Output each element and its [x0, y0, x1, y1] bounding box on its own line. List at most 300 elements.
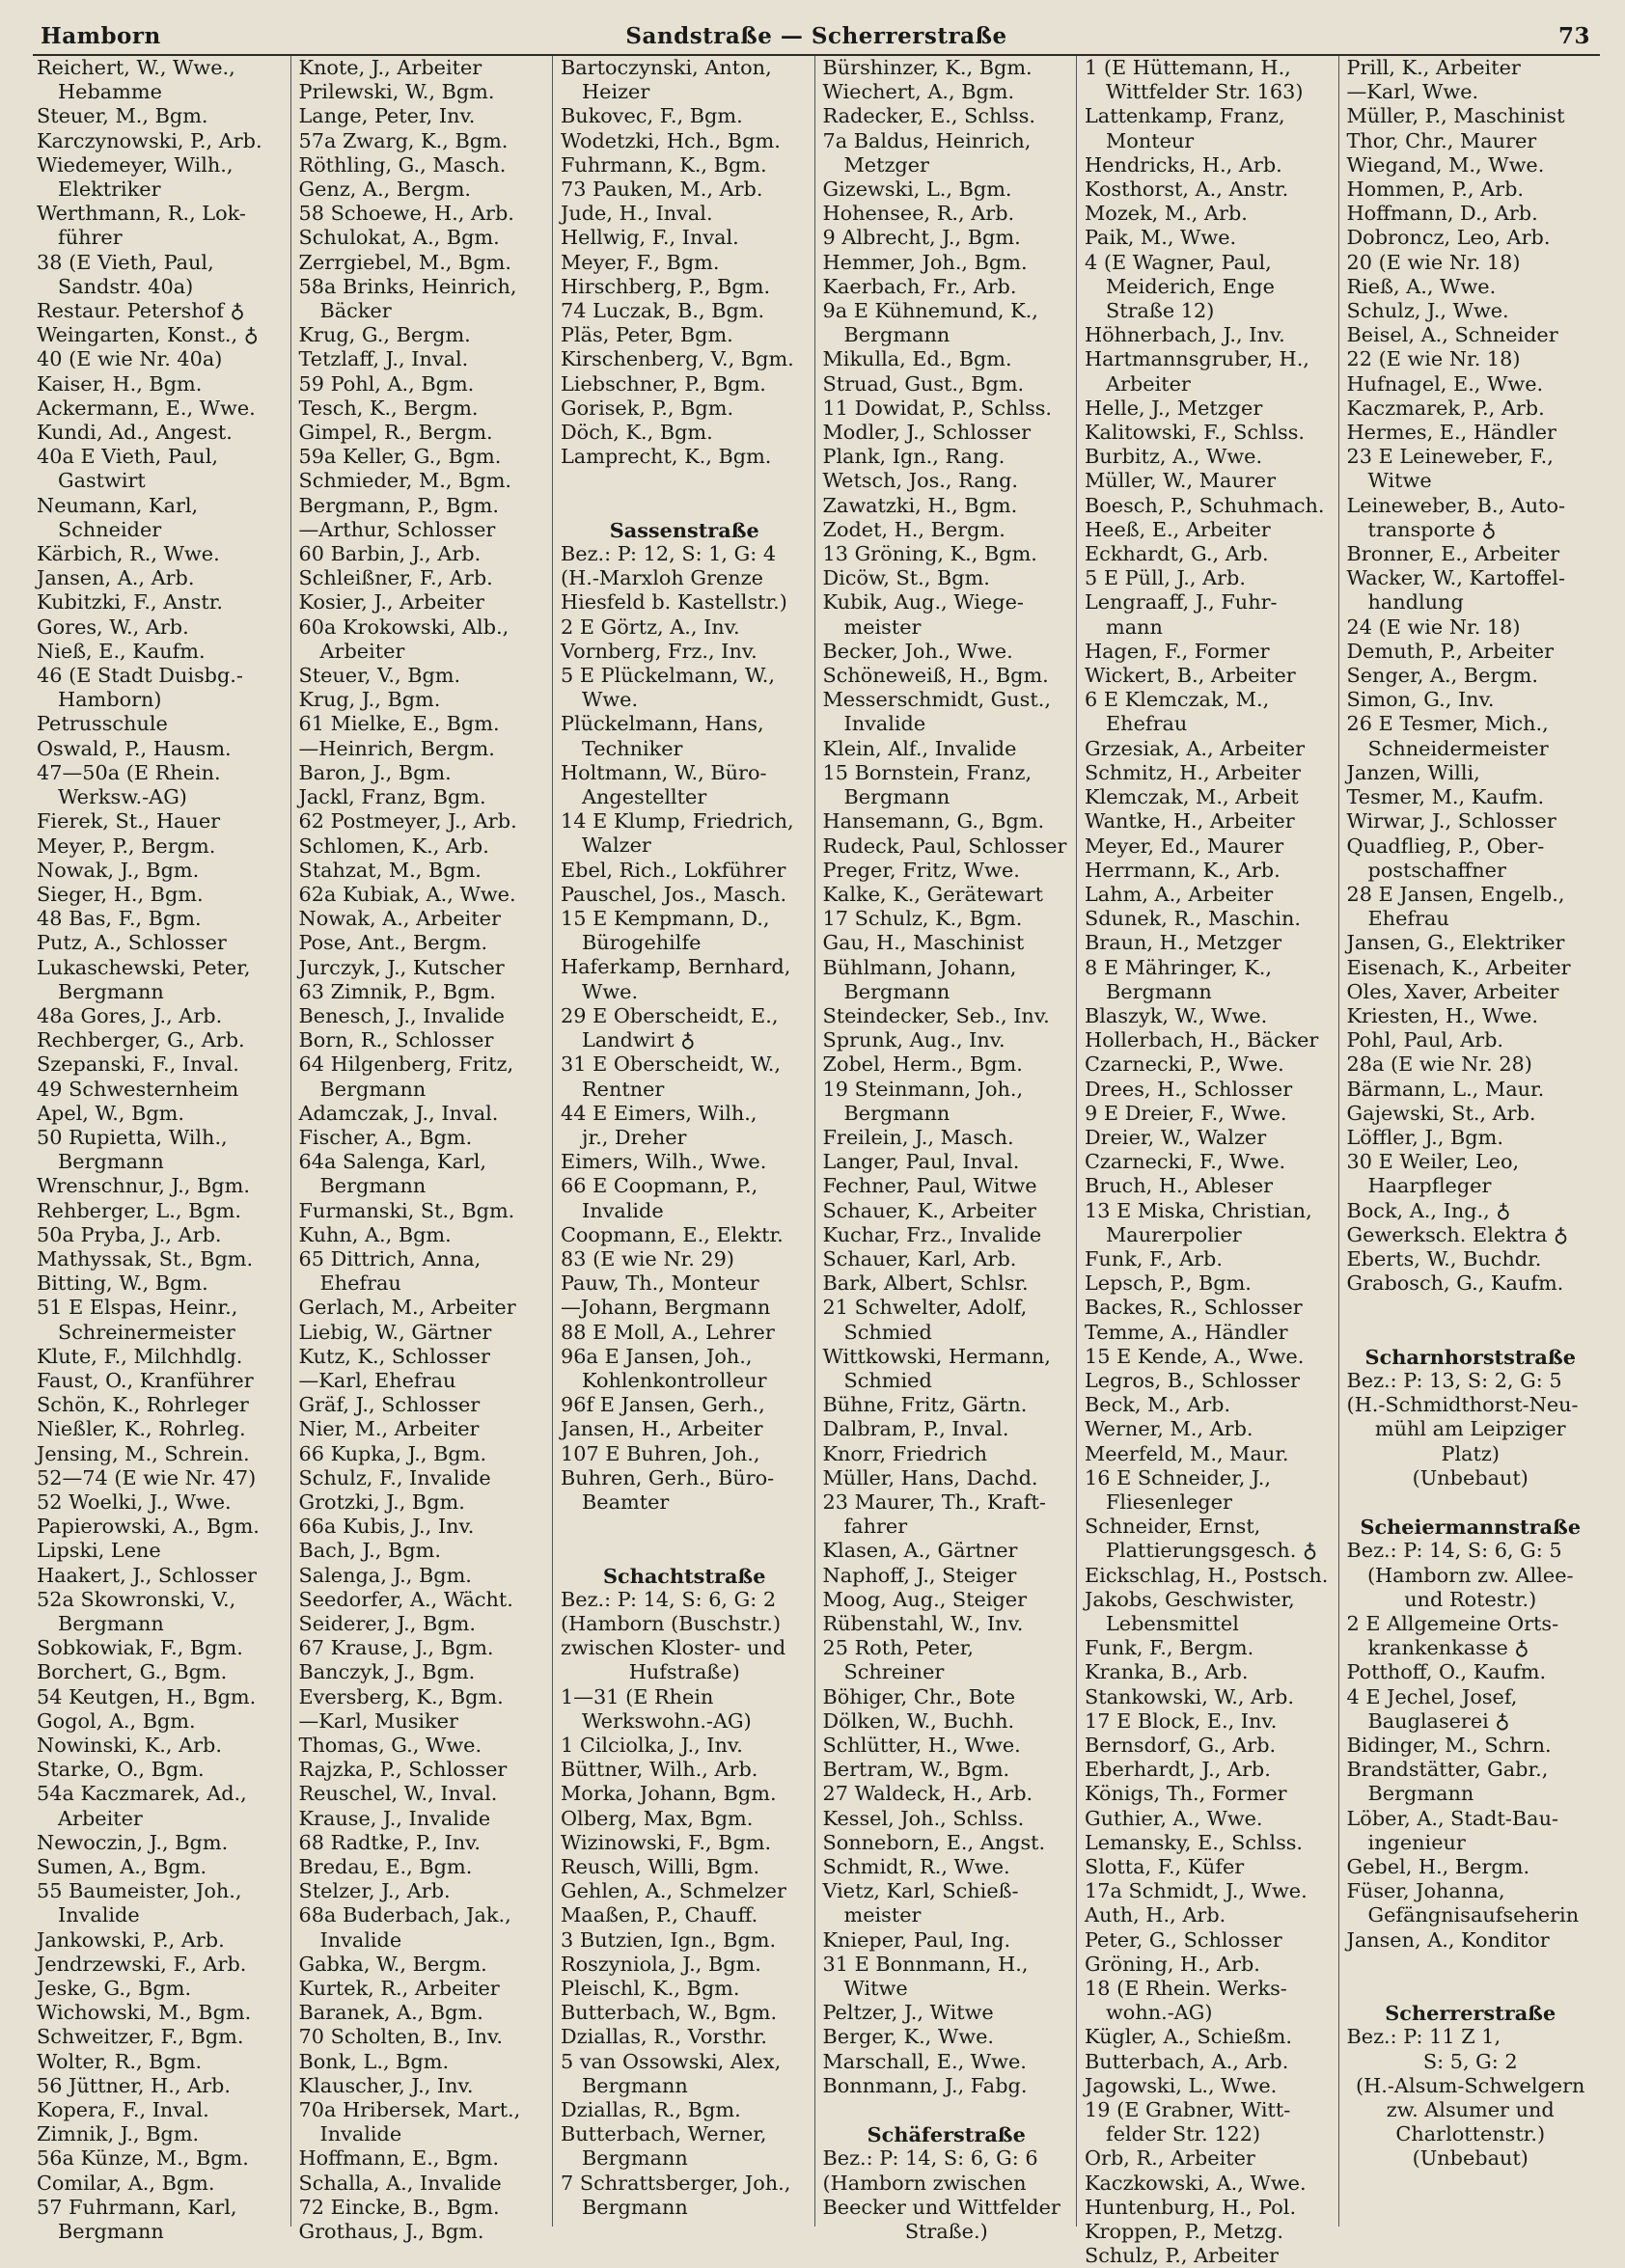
- entry-line: Oswald, P., Hausm.: [37, 736, 232, 760]
- entry-line: 52—74 (E wie Nr. 47): [37, 1465, 257, 1489]
- entry-line: Schmied: [843, 1368, 932, 1392]
- entry-line: Kutz, K., Schlosser: [298, 1344, 490, 1368]
- entry-line: Bez.: P: 13, S: 2, G: 5: [1346, 1368, 1562, 1392]
- entry-line: Hagen, F., Former: [1085, 639, 1270, 663]
- entry-line: Demuth, P., Arbeiter: [1346, 639, 1555, 663]
- entry-line: 24 (E wie Nr. 18): [1346, 615, 1521, 639]
- entry-line: Bredau, E., Bgm.: [298, 1855, 473, 1879]
- entry-line: mühl am Leipziger: [1374, 1417, 1566, 1441]
- entry-line: Schulz, P., Arbeiter: [1085, 2244, 1279, 2268]
- entry-line: Dziallas, R., Bgm.: [561, 2098, 741, 2121]
- entry-line: Jakobs, Geschwister,: [1085, 1587, 1295, 1611]
- entry-line: Rechberger, G., Arb.: [37, 1028, 245, 1052]
- entry-line: (H.-Marxloh Grenze: [561, 566, 763, 590]
- entry-line: Invalide: [582, 1198, 664, 1222]
- entry-line: Lebensmittel: [1106, 1612, 1239, 1635]
- entry-line: 9a E Kühnemund, K.,: [822, 299, 1038, 323]
- entry-line: 62a Kubiak, A., Wwe.: [298, 882, 516, 906]
- entry-line: Kroppen, P., Metzg.: [1085, 2220, 1283, 2244]
- entry-line: (Hamborn zwischen: [822, 2171, 1027, 2195]
- entry-line: Stelzer, J., Arb.: [298, 1879, 451, 1903]
- entry-line: Jackl, Franz, Bgm.: [298, 785, 486, 809]
- entry-line: Bergmann, P., Bgm.: [298, 493, 500, 517]
- entry-line: Lange, Peter, Inv.: [298, 104, 476, 128]
- entry-line: Funk, F., Bergm.: [1085, 1636, 1254, 1660]
- entry-line: Eberts, W., Buchdr.: [1346, 1246, 1542, 1271]
- entry-line: Wacker, W., Kartoffel-: [1346, 566, 1565, 590]
- page-header: [33, 21, 1600, 56]
- entry-line: 9 E Dreier, F., Wwe.: [1085, 1101, 1287, 1125]
- entry-line: Arbeiter: [1106, 371, 1191, 396]
- entry-line: 15 E Kende, A., Wwe.: [1085, 1344, 1305, 1368]
- entry-line: Gabka, W., Bergm.: [298, 1952, 487, 1976]
- entry-line: Hendricks, H., Arb.: [1085, 152, 1282, 177]
- entry-line: Krug, J., Bgm.: [298, 688, 441, 712]
- entry-line: Starke, O., Bgm.: [37, 1758, 205, 1782]
- entry-line: 62 Postmeyer, J., Arb.: [298, 809, 517, 833]
- entry-line: 65 Dittrich, Anna,: [298, 1246, 482, 1271]
- entry-line: Radecker, E., Schlss.: [822, 104, 1035, 128]
- entry-line: Gogol, A., Bgm.: [37, 1708, 196, 1733]
- entry-line: Beck, M., Arb.: [1085, 1393, 1231, 1417]
- entry-line: Füser, Johanna,: [1346, 1879, 1505, 1903]
- entry-line: 88 E Moll, A., Lehrer: [561, 1320, 775, 1344]
- entry-line: Schneider: [58, 517, 162, 541]
- entry-line: Seiderer, J., Bgm.: [298, 1612, 476, 1635]
- entry-line: Bäcker: [319, 299, 392, 323]
- entry-line: Jansen, A., Konditor: [1346, 1927, 1550, 1952]
- entry-line: Kubik, Aug., Wiege-: [822, 590, 1024, 615]
- entry-line: Wrenschnur, J., Bgm.: [37, 1174, 250, 1198]
- entry-line: Herrmann, K., Arb.: [1085, 858, 1281, 882]
- entry-line: krankenkasse ♁: [1367, 1636, 1529, 1660]
- entry-line: Nieß, E., Kaufm.: [37, 639, 206, 663]
- entry-line: Beecker und Wittfelder: [822, 2195, 1060, 2219]
- entry-line: Berger, K., Wwe.: [822, 2025, 994, 2049]
- entry-line: Auth, H., Arb.: [1085, 1903, 1226, 1927]
- entry-line: Apel, W., Bgm.: [37, 1101, 185, 1125]
- entry-line: Rieß, A., Wwe.: [1346, 274, 1497, 298]
- entry-line: mann: [1106, 615, 1163, 639]
- entry-line: Arbeiter: [319, 639, 405, 663]
- entry-line: Gajewski, St., Arb.: [1346, 1101, 1536, 1125]
- column-3: [552, 56, 814, 2227]
- entry-line: 18 (E Rhein. Werks-: [1085, 1977, 1287, 2001]
- entry-line: Sumen, A., Bgm.: [37, 1855, 207, 1879]
- entry-line: (Unbebaut): [1412, 1465, 1529, 1489]
- street-heading: Scheiermannstraße: [1360, 1515, 1582, 1540]
- entry-line: 28 E Jansen, Engelb.,: [1346, 882, 1565, 906]
- header-district: Hamborn: [41, 23, 161, 49]
- entry-line: Kügler, A., Schießm.: [1085, 2025, 1292, 2049]
- entry-line: Hoffmann, E., Bgm.: [298, 2146, 500, 2171]
- entry-line: (Hamborn (Buschstr.): [561, 1611, 782, 1635]
- entry-line: Wolter, R., Bgm.: [37, 2049, 203, 2073]
- entry-line: Bartoczynski, Anton,: [561, 56, 772, 79]
- entry-line: Orb, R., Arbeiter: [1085, 2146, 1255, 2171]
- entry-line: Huntenburg, H., Pol.: [1085, 2195, 1297, 2219]
- entry-line: Wichowski, M., Bgm.: [37, 2001, 252, 2025]
- entry-line: Gau, H., Maschinist: [822, 931, 1025, 955]
- entry-line: Lipski, Lene: [37, 1539, 161, 1563]
- spacer: [1347, 1321, 1595, 1345]
- entry-line: Liebschner, P., Bgm.: [561, 371, 766, 396]
- entry-line: Büttner, Wilh., Arb.: [561, 1758, 758, 1782]
- entry-line: meister: [843, 615, 922, 639]
- entry-line: Meiderich, Enge: [1106, 274, 1275, 298]
- entry-line: Bauglaserei ♁: [1367, 1708, 1510, 1733]
- page-number: 73: [1557, 23, 1590, 49]
- entry-line: Rübenstahl, W., Inv.: [822, 1612, 1024, 1635]
- entry-line: Schreinermeister: [58, 1320, 235, 1344]
- entry-line: Kundi, Ad., Angest.: [37, 421, 233, 445]
- entry-line: Krug, G., Bergm.: [298, 323, 471, 347]
- entry-line: Schweitzer, F., Bgm.: [37, 2025, 244, 2049]
- entry-line: 52 Woelki, J., Wwe.: [37, 1489, 232, 1514]
- entry-line: Schulokat, A., Bgm.: [298, 226, 500, 250]
- entry-line: Kaerbach, Fr., Arb.: [822, 274, 1017, 298]
- entry-line: Klein, Alf., Invalide: [822, 736, 1017, 760]
- entry-line: Werthmann, R., Lok-: [37, 202, 246, 226]
- entry-line: 63 Zimnik, P., Bgm.: [298, 979, 496, 1003]
- entry-line: Zobel, Herm., Bgm.: [822, 1052, 1023, 1077]
- entry-line: Rajzka, P., Schlosser: [298, 1758, 508, 1782]
- entry-line: Banczyk, J., Bgm.: [298, 1660, 476, 1684]
- street-heading: Scharnhorststraße: [1364, 1344, 1576, 1369]
- entry-line: Legros, B., Schlosser: [1085, 1368, 1300, 1392]
- entry-line: Bonnmann, J., Fabg.: [822, 2073, 1028, 2097]
- entry-line: Grabosch, G., Kaufm.: [1346, 1271, 1564, 1296]
- entry-line: 96a E Jansen, Joh.,: [561, 1344, 753, 1368]
- entry-line: Eisenach, K., Arbeiter: [1346, 955, 1571, 979]
- spacer: [1347, 1977, 1595, 2001]
- entry-line: Kirschenberg, V., Bgm.: [561, 347, 794, 371]
- entry-line: 6 E Klemczak, M.,: [1085, 688, 1270, 712]
- entry-line: Straße 12): [1106, 299, 1215, 323]
- entry-line: Jeske, G., Bgm.: [37, 1977, 192, 2001]
- entry-line: Bergmann: [1367, 1782, 1474, 1806]
- entry-line: Nowak, J., Bgm.: [37, 858, 200, 882]
- entry-line: —Karl, Musiker: [298, 1708, 458, 1733]
- entry-line: 66 E Coopmann, P.,: [561, 1174, 758, 1198]
- entry-line: Fechner, Paul, Witwe: [822, 1174, 1037, 1198]
- entry-line: 40a E Vieth, Paul,: [37, 445, 218, 469]
- entry-line: Schlütter, H., Wwe.: [822, 1734, 1021, 1758]
- entry-line: Müller, P., Maschinist: [1346, 104, 1565, 128]
- entry-line: Liebig, W., Gärtner: [298, 1320, 492, 1344]
- entry-line: 21 Schwelter, Adolf,: [822, 1296, 1028, 1320]
- entry-line: Bergmann: [843, 1101, 950, 1125]
- entry-line: Pohl, Paul, Arb.: [1346, 1028, 1504, 1052]
- entry-line: Eberhardt, J., Arb.: [1085, 1758, 1271, 1782]
- entry-line: Reuschel, W., Inval.: [298, 1782, 498, 1806]
- entry-line: Guthier, A., Wwe.: [1085, 1806, 1263, 1830]
- entry-line: Slotta, F., Küfer: [1085, 1855, 1245, 1879]
- entry-line: Wetsch, Jos., Rang.: [822, 469, 1018, 493]
- entry-line: Czarnecki, F., Wwe.: [1085, 1150, 1286, 1174]
- entry-line: Bock, A., Ing., ♁: [1346, 1198, 1511, 1222]
- entry-line: Knorr, Friedrich: [822, 1441, 988, 1465]
- entry-line: Ackermann, E., Wwe.: [37, 396, 256, 420]
- entry-line: Pauschel, Jos., Masch.: [561, 882, 787, 906]
- entry-line: 1—31 (E Rhein: [561, 1684, 714, 1708]
- entry-line: Meyer, F., Bgm.: [561, 250, 720, 274]
- entry-line: Bidinger, M., Schrn.: [1346, 1733, 1552, 1757]
- entry-line: Szepanski, F., Inval.: [37, 1052, 239, 1077]
- entry-line: Gröning, H., Arb.: [1085, 1952, 1260, 1976]
- entry-line: 68 Radtke, P., Inv.: [298, 1830, 482, 1854]
- entry-line: Messerschmidt, Gust.,: [822, 688, 1051, 712]
- spacer: [1347, 1953, 1595, 1977]
- entry-line: Funk, F., Arb.: [1085, 1246, 1223, 1271]
- entry-line: Kalke, K., Gerätewart: [822, 882, 1044, 906]
- entry-line: Rudeck, Paul, Schlosser: [822, 833, 1067, 858]
- entry-line: Döch, K., Bgm.: [561, 421, 713, 445]
- entry-line: Klemczak, M., Arbeit: [1085, 785, 1299, 809]
- entry-line: Bergmann: [58, 1150, 164, 1174]
- entry-line: Simon, G., Inv.: [1346, 688, 1495, 712]
- street-heading: Scherrerstraße: [1385, 2001, 1556, 2026]
- entry-line: Dobroncz, Leo, Arb.: [1346, 226, 1551, 250]
- entry-line: Ehefrau: [1367, 907, 1449, 931]
- entry-line: Grotzki, J., Bgm.: [298, 1489, 465, 1514]
- entry-line: Kranka, B., Arb.: [1085, 1660, 1249, 1684]
- entry-line: 66a Kubis, J., Inv.: [298, 1515, 475, 1539]
- entry-line: 13 E Miska, Christian,: [1085, 1198, 1312, 1222]
- entry-line: Grothaus, J., Bgm.: [298, 2220, 484, 2244]
- entry-line: Meyer, Ed., Maurer: [1085, 833, 1284, 858]
- entry-line: 22 (E wie Nr. 18): [1346, 347, 1521, 371]
- entry-line: Krause, J., Invalide: [298, 1806, 491, 1830]
- entry-line: 5 E Püll, J., Arb.: [1085, 566, 1246, 590]
- entry-line: Bonk, L., Bgm.: [298, 2049, 450, 2073]
- entry-line: Bergmann: [843, 979, 950, 1003]
- entry-line: 8 E Mähringer, K.,: [1085, 955, 1272, 979]
- entry-line: Seedorfer, A., Wächt.: [298, 1587, 513, 1611]
- entry-line: 31 E Bonnmann, H.,: [822, 1952, 1029, 1976]
- entry-line: transporte ♁: [1367, 517, 1497, 541]
- entry-line: Invalide: [58, 1903, 140, 1927]
- entry-line: Schlomen, K., Arb.: [298, 833, 489, 858]
- entry-line: —Karl, Ehefrau: [298, 1368, 456, 1392]
- entry-line: Maurerpolier: [1106, 1222, 1242, 1246]
- entry-line: Wittkowski, Hermann,: [822, 1344, 1051, 1368]
- entry-line: Steindecker, Seb., Inv.: [822, 1003, 1050, 1027]
- entry-line: Hollerbach, H., Bäcker: [1085, 1028, 1319, 1052]
- entry-line: meister: [843, 1903, 922, 1927]
- entry-line: Schmidt, R., Wwe.: [822, 1855, 1010, 1879]
- entry-line: Hamborn): [58, 688, 162, 712]
- entry-line: Temme, A., Händler: [1085, 1320, 1288, 1344]
- entry-line: 54a Kaczmarek, Ad.,: [37, 1782, 247, 1806]
- entry-line: Böhiger, Chr., Bote: [822, 1684, 1016, 1708]
- entry-line: Paik, M., Wwe.: [1085, 226, 1237, 250]
- entry-line: Schmied: [843, 1320, 932, 1344]
- entry-line: Jensing, M., Schrein.: [37, 1441, 250, 1465]
- entry-line: Jansen, A., Arb.: [37, 566, 195, 590]
- entry-line: Thomas, G., Wwe.: [298, 1734, 482, 1758]
- entry-line: Gores, W., Arb.: [37, 615, 189, 639]
- entry-line: wohn.-AG): [1106, 2001, 1213, 2025]
- entry-line: Zodet, H., Bergm.: [822, 517, 1005, 541]
- entry-line: 5 van Ossowski, Alex,: [561, 2049, 782, 2073]
- spacer: [561, 1539, 809, 1563]
- entry-line: Prilewski, W., Bgm.: [298, 80, 495, 104]
- entry-line: Schulz, F., Invalide: [298, 1465, 491, 1489]
- entry-line: 49 Schwesternheim: [37, 1077, 239, 1101]
- entry-line: 64a Salenga, Karl,: [298, 1150, 487, 1174]
- entry-line: Borchert, G., Bgm.: [37, 1660, 228, 1684]
- entry-line: Hebamme: [58, 80, 162, 104]
- entry-line: 72 Eincke, B., Bgm.: [298, 2195, 500, 2219]
- entry-line: Gizewski, L., Bgm.: [822, 178, 1012, 202]
- entry-line: —Heinrich, Bergm.: [298, 736, 495, 760]
- entry-line: postschaffner: [1367, 858, 1506, 882]
- entry-line: 70 Scholten, B., Inv.: [298, 2025, 503, 2049]
- entry-line: 1 Cilciolka, J., Inv.: [561, 1733, 743, 1757]
- entry-line: Löber, A., Stadt-Bau-: [1346, 1806, 1558, 1830]
- entry-line: Bergmann: [843, 323, 950, 347]
- entry-line: Schulz, J., Wwe.: [1346, 299, 1509, 323]
- entry-line: Jansen, G., Elektriker: [1346, 931, 1565, 955]
- column-4: [814, 56, 1077, 2244]
- entry-line: Kaczmarek, P., Arb.: [1346, 396, 1545, 420]
- entry-line: Furmanski, St., Bgm.: [298, 1198, 515, 1222]
- entry-line: Schmieder, M., Bgm.: [298, 469, 512, 493]
- entry-line: 4 E Jechel, Josef,: [1346, 1684, 1518, 1708]
- entry-line: 57a Zwarg, K., Bgm.: [298, 128, 509, 152]
- entry-line: Gastwirt: [58, 469, 146, 493]
- entry-line: Müller, W., Maurer: [1085, 469, 1277, 493]
- entry-line: Coopmann, E., Elektr.: [561, 1222, 784, 1246]
- entry-line: 59a Keller, G., Bgm.: [298, 445, 502, 469]
- entry-line: Lengraaff, J., Fuhr-: [1085, 590, 1278, 615]
- entry-line: Wwe.: [582, 688, 639, 712]
- entry-line: Reusch, Willi, Bgm.: [561, 1854, 760, 1878]
- entry-line: Marschall, E., Wwe.: [822, 2049, 1027, 2073]
- entry-line: Fischer, A., Bgm.: [298, 1125, 473, 1149]
- entry-line: 56a Künze, M., Bgm.: [37, 2146, 249, 2171]
- entry-line: Werkswohn.-AG): [582, 1708, 752, 1733]
- entry-line: zwischen Kloster- und: [561, 1636, 786, 1660]
- entry-line: 52a Skowronski, V.,: [37, 1587, 236, 1611]
- entry-line: Nier, M., Arbeiter: [298, 1417, 480, 1441]
- entry-line: Tesmer, M., Kaufm.: [1346, 785, 1545, 809]
- entry-line: Modler, J., Schlosser: [822, 421, 1032, 445]
- entry-line: 56 Jüttner, H., Arb.: [37, 2073, 231, 2097]
- entry-line: 1 (E Hüttemann, H.,: [1085, 56, 1291, 79]
- entry-line: 5 E Plückelmann, W.,: [561, 664, 775, 688]
- entry-line: Schön, K., Rohrleger: [37, 1393, 249, 1417]
- entry-line: Rehberger, L., Bgm.: [37, 1198, 241, 1222]
- entry-line: Jankowski, P., Arb.: [37, 1927, 225, 1952]
- entry-line: 50a Pryba, J., Arb.: [37, 1222, 222, 1246]
- entry-line: Tesch, K., Bergm.: [298, 396, 479, 420]
- entry-line: Weingarten, Konst., ♁: [37, 323, 259, 347]
- entry-line: Kosthorst, A., Anstr.: [1085, 178, 1289, 202]
- entry-line: Bürshinzer, K., Bgm.: [822, 56, 1033, 79]
- entry-line: Adamczak, J., Inval.: [298, 1101, 499, 1125]
- entry-line: Bark, Albert, Schlsr.: [822, 1271, 1029, 1296]
- entry-line: Gebel, H., Bergm.: [1346, 1854, 1530, 1878]
- spacer: [561, 469, 809, 493]
- entry-line: Backes, R., Schlosser: [1085, 1296, 1303, 1320]
- entry-line: 40 (E wie Nr. 40a): [37, 347, 223, 371]
- entry-line: Bergmann: [1106, 979, 1212, 1003]
- entry-line: Senger, A., Bergm.: [1346, 664, 1538, 688]
- entry-line: Höhnerbach, J., Inv.: [1085, 323, 1285, 347]
- entry-line: Tetzlaff, J., Inval.: [298, 347, 469, 371]
- entry-line: Schmitz, H., Arbeiter: [1085, 760, 1302, 784]
- entry-line: Potthoff, O., Kaufm.: [1346, 1660, 1547, 1684]
- entry-line: Blaszyk, W., Wwe.: [1085, 1003, 1268, 1027]
- entry-line: Schalla, A., Invalide: [298, 2171, 502, 2195]
- entry-line: 3 Butzien, Ign., Bgm.: [561, 1927, 777, 1952]
- entry-line: Kuchar, Frz., Invalide: [822, 1222, 1042, 1246]
- entry-line: Bergmann: [58, 979, 164, 1003]
- entry-line: 74 Luczak, B., Bgm.: [561, 299, 765, 323]
- entry-line: Pose, Ant., Bergm.: [298, 931, 488, 955]
- entry-line: Moog, Aug., Steiger: [822, 1587, 1028, 1611]
- entry-line: Walzer: [582, 833, 651, 858]
- entry-line: Becker, Joh., Wwe.: [822, 639, 1013, 663]
- entry-line: Plückelmann, Hans,: [561, 712, 764, 736]
- entry-line: Stankowski, W., Arb.: [1085, 1684, 1294, 1708]
- entry-line: Burbitz, A., Wwe.: [1085, 445, 1263, 469]
- entry-line: Sandstr. 40a): [58, 274, 194, 298]
- entry-line: Platz): [1441, 1441, 1500, 1465]
- entry-line: Ebel, Rich., Lokführer: [561, 858, 786, 882]
- entry-line: Dreier, W., Walzer: [1085, 1125, 1267, 1149]
- entry-line: 66 Kupka, J., Bgm.: [298, 1441, 487, 1465]
- entry-line: 73 Pauken, M., Arb.: [561, 178, 763, 202]
- entry-line: Bez.: P: 14, S: 6, G: 5: [1346, 1539, 1562, 1563]
- entry-line: Zerrgiebel, M., Bgm.: [298, 250, 511, 274]
- entry-line: 64 Hilgenberg, Fritz,: [298, 1052, 514, 1077]
- entry-line: 58 Schoewe, H., Arb.: [298, 202, 514, 226]
- entry-line: Wiechert, A., Bgm.: [822, 80, 1015, 104]
- entry-line: Genz, A., Bergm.: [298, 178, 472, 202]
- entry-line: Hermes, E., Händler: [1346, 421, 1556, 445]
- entry-line: 70a Hribersek, Mart.,: [298, 2098, 521, 2122]
- entry-line: 19 (E Grabner, Witt-: [1085, 2098, 1291, 2122]
- entry-line: Czarnecki, P., Wwe.: [1085, 1052, 1284, 1077]
- entry-line: 25 Roth, Peter,: [822, 1636, 975, 1660]
- entry-line: Werksw.-AG): [58, 785, 187, 809]
- entry-line: Sdunek, R., Maschin.: [1085, 907, 1302, 931]
- spacer: [1347, 1490, 1595, 1515]
- entry-line: Prill, K., Arbeiter: [1346, 56, 1521, 79]
- column-2: [290, 56, 553, 2244]
- entry-line: Eversberg, K., Bgm.: [298, 1684, 504, 1708]
- entry-line: Schöneweiß, H., Bgm.: [822, 664, 1049, 688]
- entry-line: führer: [58, 226, 123, 250]
- entry-line: Olberg, Max, Bgm.: [561, 1806, 754, 1830]
- entry-line: Wickert, B., Arbeiter: [1085, 664, 1296, 688]
- entry-line: Schauer, Karl, Arb.: [822, 1246, 1017, 1271]
- entry-line: Bez.: P: 14, S: 6, G: 2: [561, 1587, 777, 1611]
- entry-line: Braun, H., Metzger: [1085, 931, 1282, 955]
- entry-line: (H.-Schmidthorst-Neu-: [1346, 1393, 1579, 1417]
- entry-line: 14 E Klump, Friedrich,: [561, 809, 794, 833]
- entry-line: Löffler, J., Bgm.: [1346, 1125, 1503, 1149]
- entry-line: Bürogehilfe: [582, 931, 702, 955]
- entry-line: Bronner, E., Arbeiter: [1346, 542, 1560, 566]
- entry-line: 7 Schrattsberger, Joh.,: [561, 2171, 791, 2195]
- entry-line: 23 E Leineweber, F.,: [1346, 445, 1554, 469]
- entry-line: Hoffmann, D., Arb.: [1346, 202, 1538, 226]
- entry-line: Maaßen, P., Chauff.: [561, 1903, 758, 1927]
